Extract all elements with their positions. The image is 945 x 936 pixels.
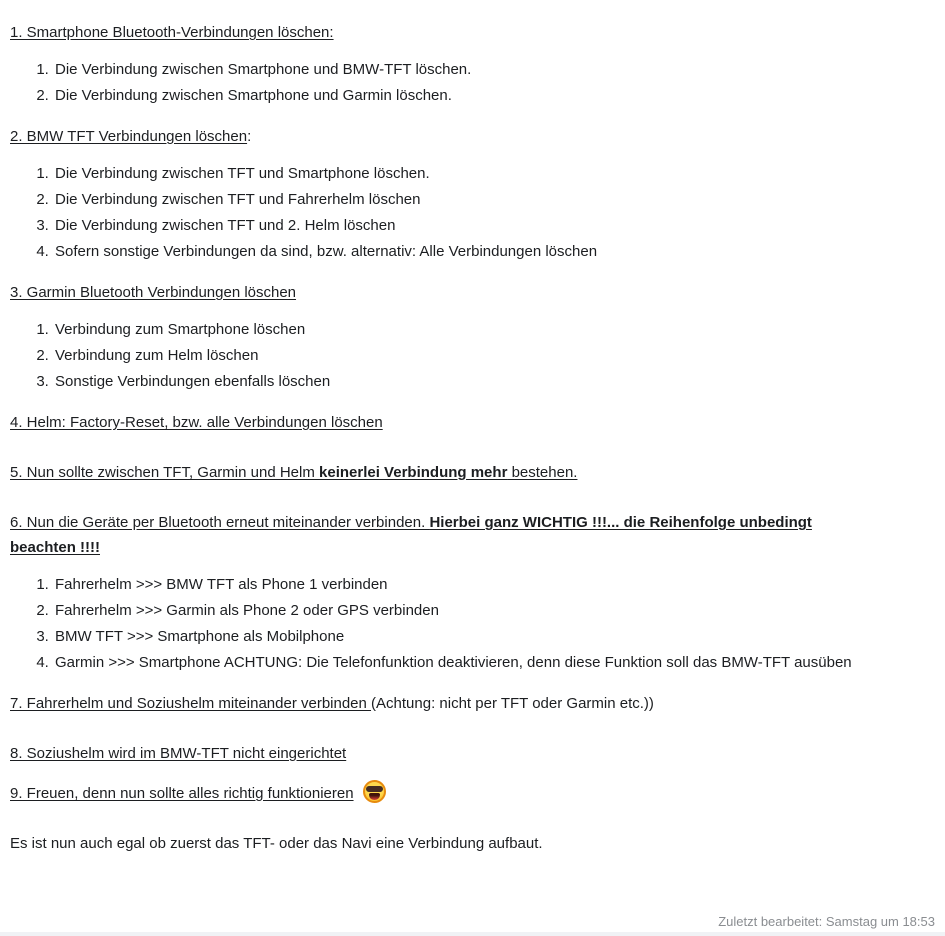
list-item: 4. Sofern sonstige Verbindungen da sind, bzw. alternativ: Alle Verbindungen löschen bbox=[53, 239, 880, 265]
list-item: 3. Die Verbindung zwischen TFT und 2. Helm löschen bbox=[53, 213, 880, 239]
text-run: 6. Nun die Geräte per Bluetooth erneut miteinander verbinden. bbox=[10, 514, 430, 531]
section-3-list bbox=[10, 317, 880, 395]
list-item: 1. Die Verbindung zwischen Smartphone und BMW-TFT löschen. bbox=[53, 57, 880, 83]
list-item: 3. Sonstige Verbindungen ebenfalls löschen bbox=[53, 369, 880, 395]
text-run: keinerlei Verbindung mehr bbox=[319, 464, 508, 481]
text-run: 7. Fahrerhelm und Soziushelm miteinander verbinden bbox=[10, 695, 372, 712]
list-item: 1. Verbindung zum Smartphone löschen bbox=[53, 317, 880, 343]
section-1-list bbox=[10, 57, 880, 109]
text-run: 9. Freuen, denn nun sollte alles richtig funktionieren bbox=[10, 785, 354, 802]
closing-paragraph bbox=[10, 831, 880, 856]
section-5-heading bbox=[10, 460, 880, 485]
laughing-sunglasses-emoji bbox=[363, 780, 386, 803]
text-run: Es ist nun auch egal ob zuerst das TFT- oder das Navi eine Verbindung aufbaut. bbox=[10, 835, 543, 852]
section-2-heading bbox=[10, 124, 880, 149]
section-8-heading bbox=[10, 741, 880, 766]
text-run: bestehen. bbox=[507, 464, 578, 481]
list-item: 2. Die Verbindung zwischen Smartphone und Garmin löschen. bbox=[53, 83, 880, 109]
text-run: (Achtung: nicht per TFT oder Garmin etc.)) bbox=[371, 695, 654, 712]
text-run: 1. Smartphone Bluetooth-Verbindungen löschen: bbox=[10, 24, 334, 41]
list-item: 1. Fahrerhelm >>> BMW TFT als Phone 1 verbinden bbox=[53, 572, 880, 598]
list-item: 4. Garmin >>> Smartphone ACHTUNG: Die Telefonfunktion deaktivieren, denn diese Funktion soll das BMW-TFT ausüben bbox=[53, 650, 880, 676]
bottom-divider bbox=[0, 932, 945, 936]
list-item: 2. Fahrerhelm >>> Garmin als Phone 2 oder GPS verbinden bbox=[53, 598, 880, 624]
list-item: 2. Verbindung zum Helm löschen bbox=[53, 343, 880, 369]
text-run: Hierbei ganz WICHTIG !!!... die Reihenfolge unbedingt beachten !!!! bbox=[10, 514, 812, 556]
section-2-list bbox=[10, 161, 880, 265]
text-run: 8. Soziushelm wird im BMW-TFT nicht eingerichtet bbox=[10, 745, 347, 762]
footer-meta-row bbox=[0, 913, 935, 931]
text-run: 2. BMW TFT Verbindungen löschen bbox=[10, 128, 248, 145]
section-7-heading bbox=[10, 691, 880, 716]
list-item: 1. Die Verbindung zwischen TFT und Smartphone löschen. bbox=[53, 161, 880, 187]
list-item: 3. BMW TFT >>> Smartphone als Mobilphone bbox=[53, 624, 880, 650]
section-6-heading bbox=[10, 510, 880, 560]
text-run: : bbox=[247, 128, 252, 145]
text-run: 4. Helm: Factory-Reset, bzw. alle Verbindungen löschen bbox=[10, 414, 383, 431]
section-4-heading bbox=[10, 410, 880, 435]
section-3-heading bbox=[10, 280, 880, 305]
text-run: 3. Garmin Bluetooth Verbindungen löschen bbox=[10, 284, 297, 301]
section-6-list bbox=[10, 572, 880, 676]
section-1-heading bbox=[10, 20, 880, 45]
list-item: 2. Die Verbindung zwischen TFT und Fahrerhelm löschen bbox=[53, 187, 880, 213]
last-edited-timestamp: Zuletzt bearbeitet: Samstag um 18:53 bbox=[718, 914, 935, 929]
section-9-heading bbox=[10, 780, 880, 806]
text-run: 5. Nun sollte zwischen TFT, Garmin und Helm bbox=[10, 464, 320, 481]
